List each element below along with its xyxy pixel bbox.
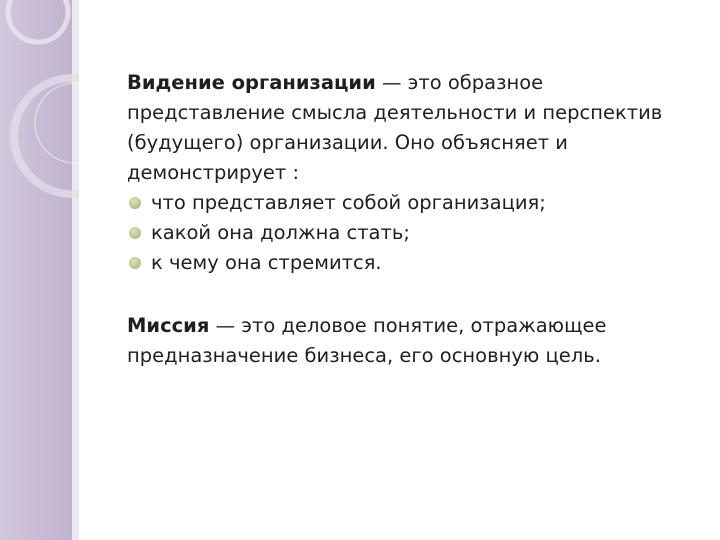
list-item [127, 188, 697, 218]
mission-term: Миссия [127, 314, 210, 337]
vision-definition: — это образное представление смысла деятельности и перспектив (будущего) организации. Оно объясняет и демонстрирует : [127, 71, 663, 184]
slide-content [127, 68, 697, 371]
mission-paragraph [127, 311, 697, 371]
mission-definition: — это деловое понятие, отражающее предназначение бизнеса, его основную цель. [127, 314, 607, 367]
bullet-dot-icon [129, 197, 141, 209]
vision-bullet-list [127, 188, 697, 278]
bullet-dot-icon [129, 257, 141, 269]
decorative-circles [0, 0, 79, 540]
list-item [127, 218, 697, 248]
bullet-dot-icon [129, 227, 141, 239]
bullet-text: что представляет собой организация; [151, 191, 546, 214]
bullet-text: какой она должна стать; [151, 221, 410, 244]
list-item [127, 248, 697, 278]
vision-paragraph [127, 68, 697, 188]
decorative-sidebar [0, 0, 79, 540]
vision-term: Видение организации [127, 71, 376, 94]
bullet-text: к чему она стремится. [151, 251, 382, 274]
